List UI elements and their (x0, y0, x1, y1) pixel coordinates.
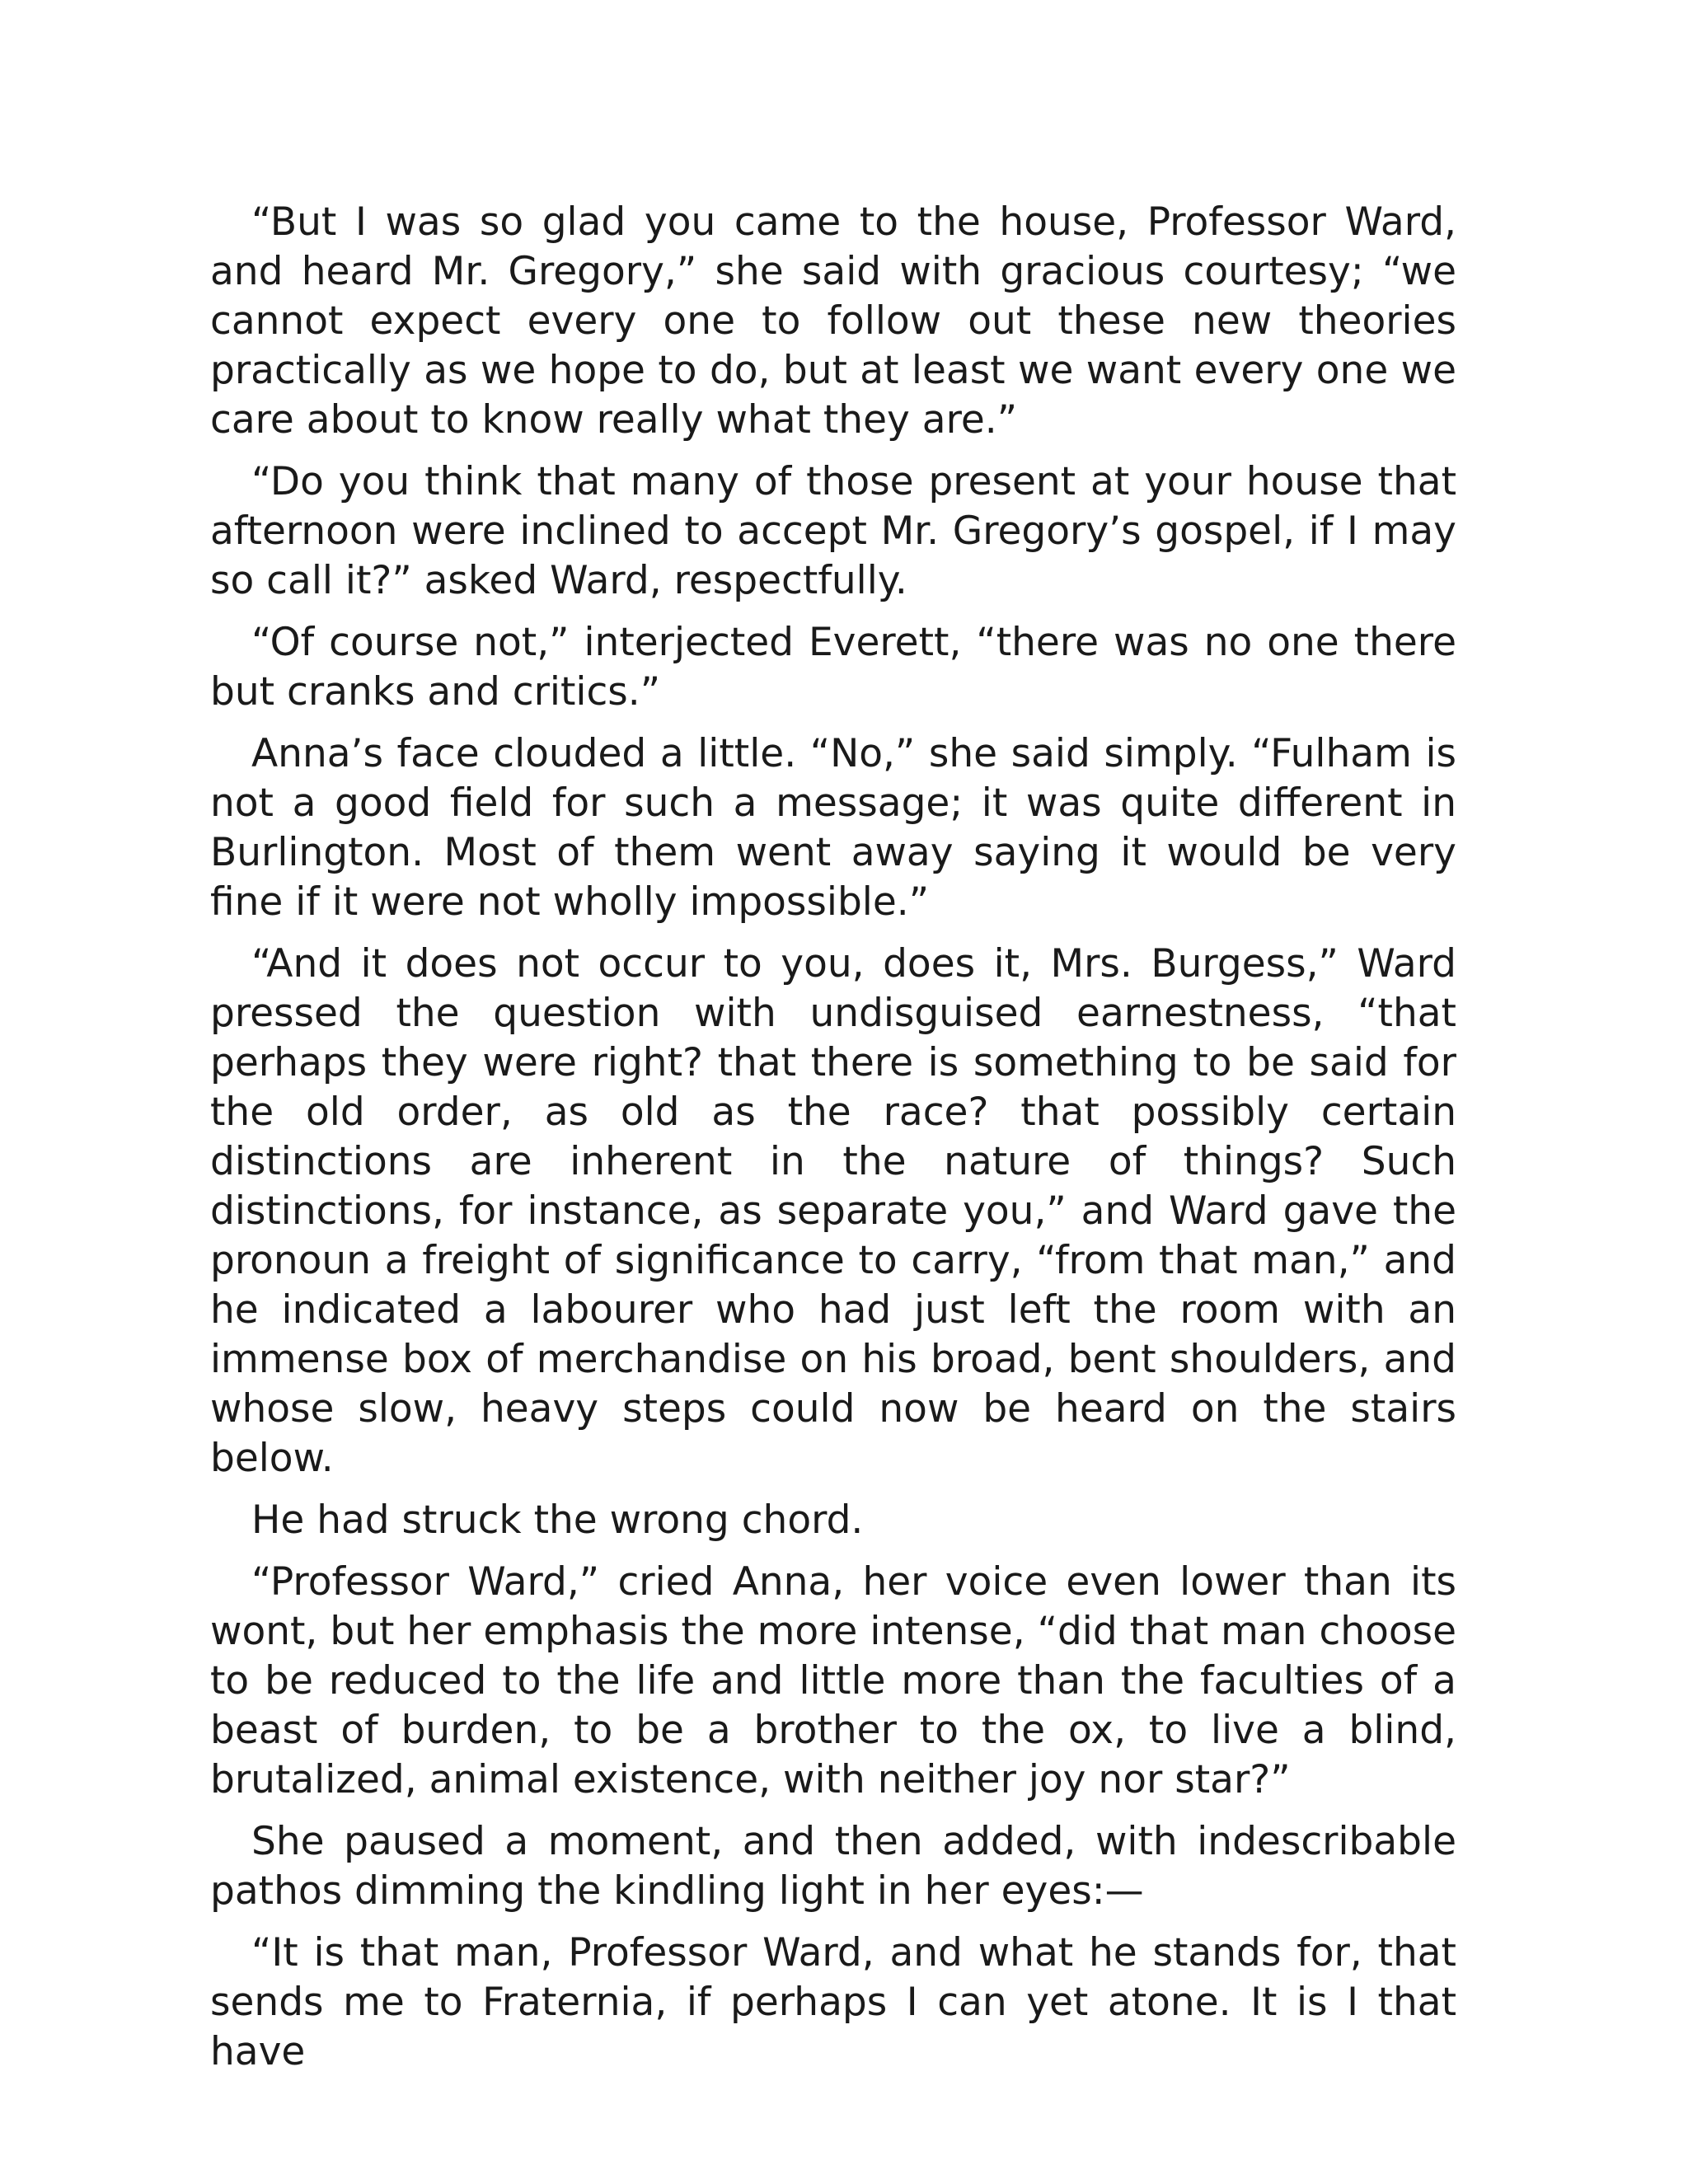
page-text (210, 198, 1456, 2089)
paragraph-1: “But I was so glad you came to the house, Professor Ward, and heard Mr. Gregory,” she said with gracious courtesy; “we cannot expect every one to follow out these new theories practically as we hope to do, but at least we want every one we care about to know really what they are.” (210, 199, 1456, 443)
paragraph-3: “Of course not,” interjected Everett, “there was no one there but cranks and critics.” (210, 620, 1456, 715)
paragraph-8: She paused a moment, and then added, with indescribable pathos dimming the kindling light in her eyes:— (210, 1819, 1456, 1914)
paragraph-7: “Professor Ward,” cried Anna, her voice even lower than its wont, but her emphasis the more intense, “did that man choose to be reduced to the life and little more than the faculties of a beast of burden, to be a brother to the ox, to live a blind, brutalized, animal existence, with neither joy nor star?” (210, 1559, 1456, 1802)
paragraph-9: “It is that man, Professor Ward, and what he stands for, that sends me to Fraternia, if perhaps I can yet atone. It is I that have (210, 1930, 1456, 2074)
paragraph-2: “Do you think that many of those present at your house that afternoon were inclined to accept Mr. Gregory’s gospel, if I may so call it?” asked Ward, respectfully. (210, 459, 1456, 603)
paragraph-5: “And it does not occur to you, does it, Mrs. Burgess,” Ward pressed the question with undisguised earnestness, “that perhaps they were right? that there is something to be said for the old order, as old as the race? that possibly certain distinctions are inherent in the nature of things? Such distinctions, for instance, as separate you,” and Ward gave the pronoun a freight of significance to carry, “from that man,” and he indicated a labourer who had just left the room with an immense box of merchandise on his broad, bent shoulders, and whose slow, heavy steps could now be heard on the stairs below. (210, 941, 1456, 1481)
paragraph-6: He had struck the wrong chord. (251, 1497, 864, 1543)
paragraph-4: Anna’s face clouded a little. “No,” she said simply. “Fulham is not a good field for such a message; it was quite different in Burlington. Most of them went away saying it would be very fine if it were not wholly impossible.” (210, 731, 1456, 925)
